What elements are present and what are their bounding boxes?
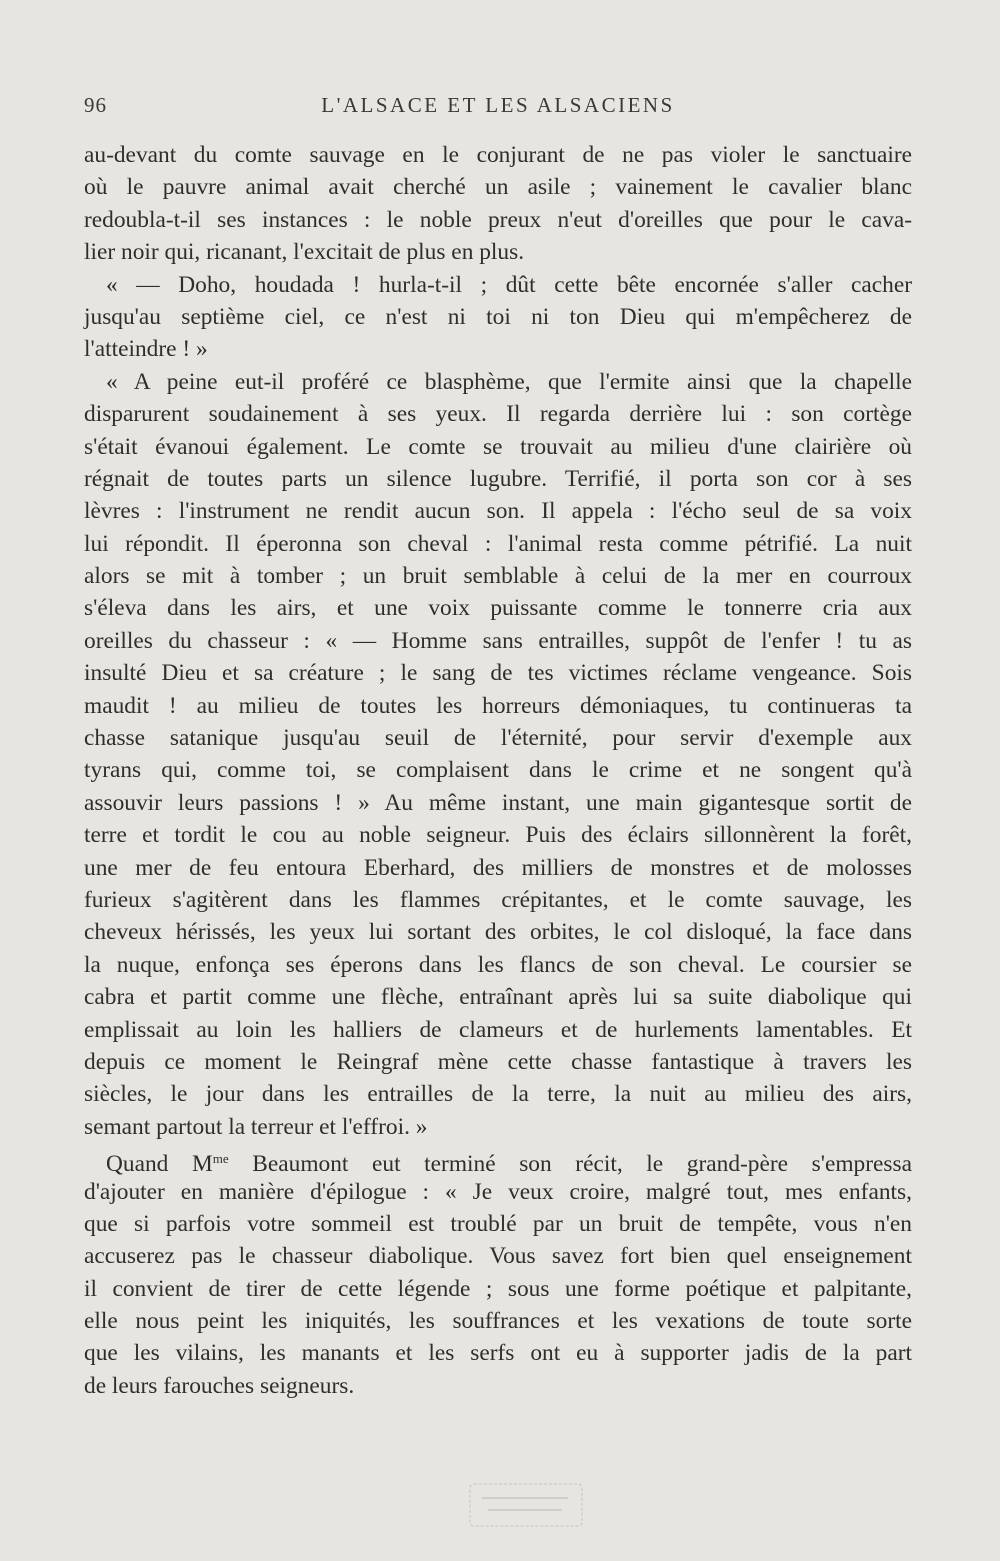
text-line: disparurent soudainement à ses yeux. Il regarda derrière lui : son cortège	[84, 401, 912, 428]
text-line: une mer de feu entoura Eberhard, des milliers de monstres et de molosses	[84, 854, 912, 881]
text-line: accuserez pas le chasseur diabolique. Vous savez fort bien quel enseignement	[84, 1243, 912, 1270]
text-line: jusqu'au septième ciel, ce n'est ni toi ni ton Dieu qui m'empêcherez de	[84, 303, 912, 330]
text-line: insulté Dieu et sa créature ; le sang de tes victimes réclame vengeance. Sois	[84, 660, 912, 687]
closing-text-end: Beaumont eut terminé son récit, le grand-père s'empressa	[228, 1151, 912, 1178]
text-line: depuis ce moment le Reingraf mène cette chasse fantastique à travers les	[84, 1048, 912, 1075]
text-line: alors se mit à tomber ; un bruit semblable à celui de la mer en courroux	[84, 563, 912, 590]
text-line: emplissait au loin les halliers de clameurs et de hurlements lamentables. Et	[84, 1016, 912, 1043]
text-line: au-devant du comte sauvage en le conjurant de ne pas violer le sanctuaire	[84, 142, 912, 168]
faded-library-stamp	[468, 1482, 584, 1528]
text-line: semant partout la terreur et l'effroi. »	[84, 1113, 428, 1140]
text-line: l'atteindre ! »	[84, 336, 208, 363]
text-line: de leurs farouches seigneurs.	[84, 1372, 355, 1399]
text-line: tyrans qui, comme toi, se complaisent dans le crime et ne songent qu'à	[84, 757, 912, 784]
text-line: où le pauvre animal avait cherché un asile ; vainement le cavalier blanc	[84, 174, 912, 201]
text-line: lui répondit. Il éperonna son cheval : l'animal resta comme pétrifié. La nuit	[84, 530, 912, 557]
text-line: « A peine eut-il proféré ce blasphème, que l'ermite ainsi que la chapelle	[106, 368, 912, 395]
text-line: maudit ! au milieu de toutes les horreurs démoniaques, tu continueras ta	[84, 692, 912, 719]
text-line: « — Doho, houdada ! hurla-t-il ; dût cette bête encornée s'aller cacher	[106, 271, 912, 298]
text-line: régnait de toutes parts un silence lugubre. Terrifié, il porta son cor à ses	[84, 465, 912, 492]
running-title: L'ALSACE ET LES ALSACIENS	[321, 93, 675, 117]
closing-text-start: Quand M	[106, 1151, 213, 1178]
text-line: oreilles du chasseur : « — Homme sans entrailles, suppôt de l'enfer ! tu as	[84, 627, 912, 654]
text-line: s'était évanoui également. Le comte se trouvait au milieu d'une clairière où	[84, 433, 912, 460]
text-line: terre et tordit le cou au noble seigneur. Puis des éclairs sillonnèrent la forêt,	[84, 822, 912, 849]
text-line: la nuque, enfonça ses éperons dans les flancs de son cheval. Le coursier se	[84, 951, 912, 978]
text-line: redoubla-t-il ses instances : le noble preux n'eut d'oreilles que pour le cava-	[84, 206, 912, 233]
abbreviation-superscript: me	[212, 1151, 229, 1167]
text-line: que si parfois votre sommeil est troublé par un bruit de tempête, vous n'en	[84, 1210, 912, 1237]
text-line: que les vilains, les manants et les serfs ont eu à supporter jadis de la part	[84, 1340, 912, 1367]
body-text	[84, 139, 912, 1402]
page-number: 96	[84, 93, 107, 117]
text-line: siècles, le jour dans les entrailles de la terre, la nuit au milieu des airs,	[84, 1081, 912, 1108]
text-line: lèvres : l'instrument ne rendit aucun son. Il appela : l'écho seul de sa voix	[84, 498, 912, 525]
text-line: chasse satanique jusqu'au seuil de l'éternité, pour servir d'exemple aux	[84, 725, 912, 752]
text-line: cheveux hérissés, les yeux lui sortant des orbites, le col disloqué, la face dans	[84, 919, 912, 946]
text-line: lier noir qui, ricanant, l'excitait de plus en plus.	[84, 239, 525, 266]
closing-paragraph-first-line	[84, 1143, 912, 1178]
text-line: assouvir leurs passions ! » Au même instant, une main gigantesque sortit de	[84, 789, 912, 816]
text-line: furieux s'agitèrent dans les flammes crépitantes, et le comte sauvage, les	[84, 886, 912, 913]
text-line: il convient de tirer de cette légende ; sous une forme poétique et palpitante,	[84, 1275, 912, 1302]
text-line: s'éleva dans les airs, et une voix puissante comme le tonnerre cria aux	[84, 595, 912, 622]
text-line: d'ajouter en manière d'épilogue : « Je veux croire, malgré tout, mes enfants,	[84, 1178, 912, 1205]
text-line: cabra et partit comme une flèche, entraînant après lui sa suite diabolique qui	[84, 984, 912, 1011]
running-head	[84, 93, 912, 123]
text-line: elle nous peint les iniquités, les souffrances et les vexations de toute sorte	[84, 1308, 912, 1335]
